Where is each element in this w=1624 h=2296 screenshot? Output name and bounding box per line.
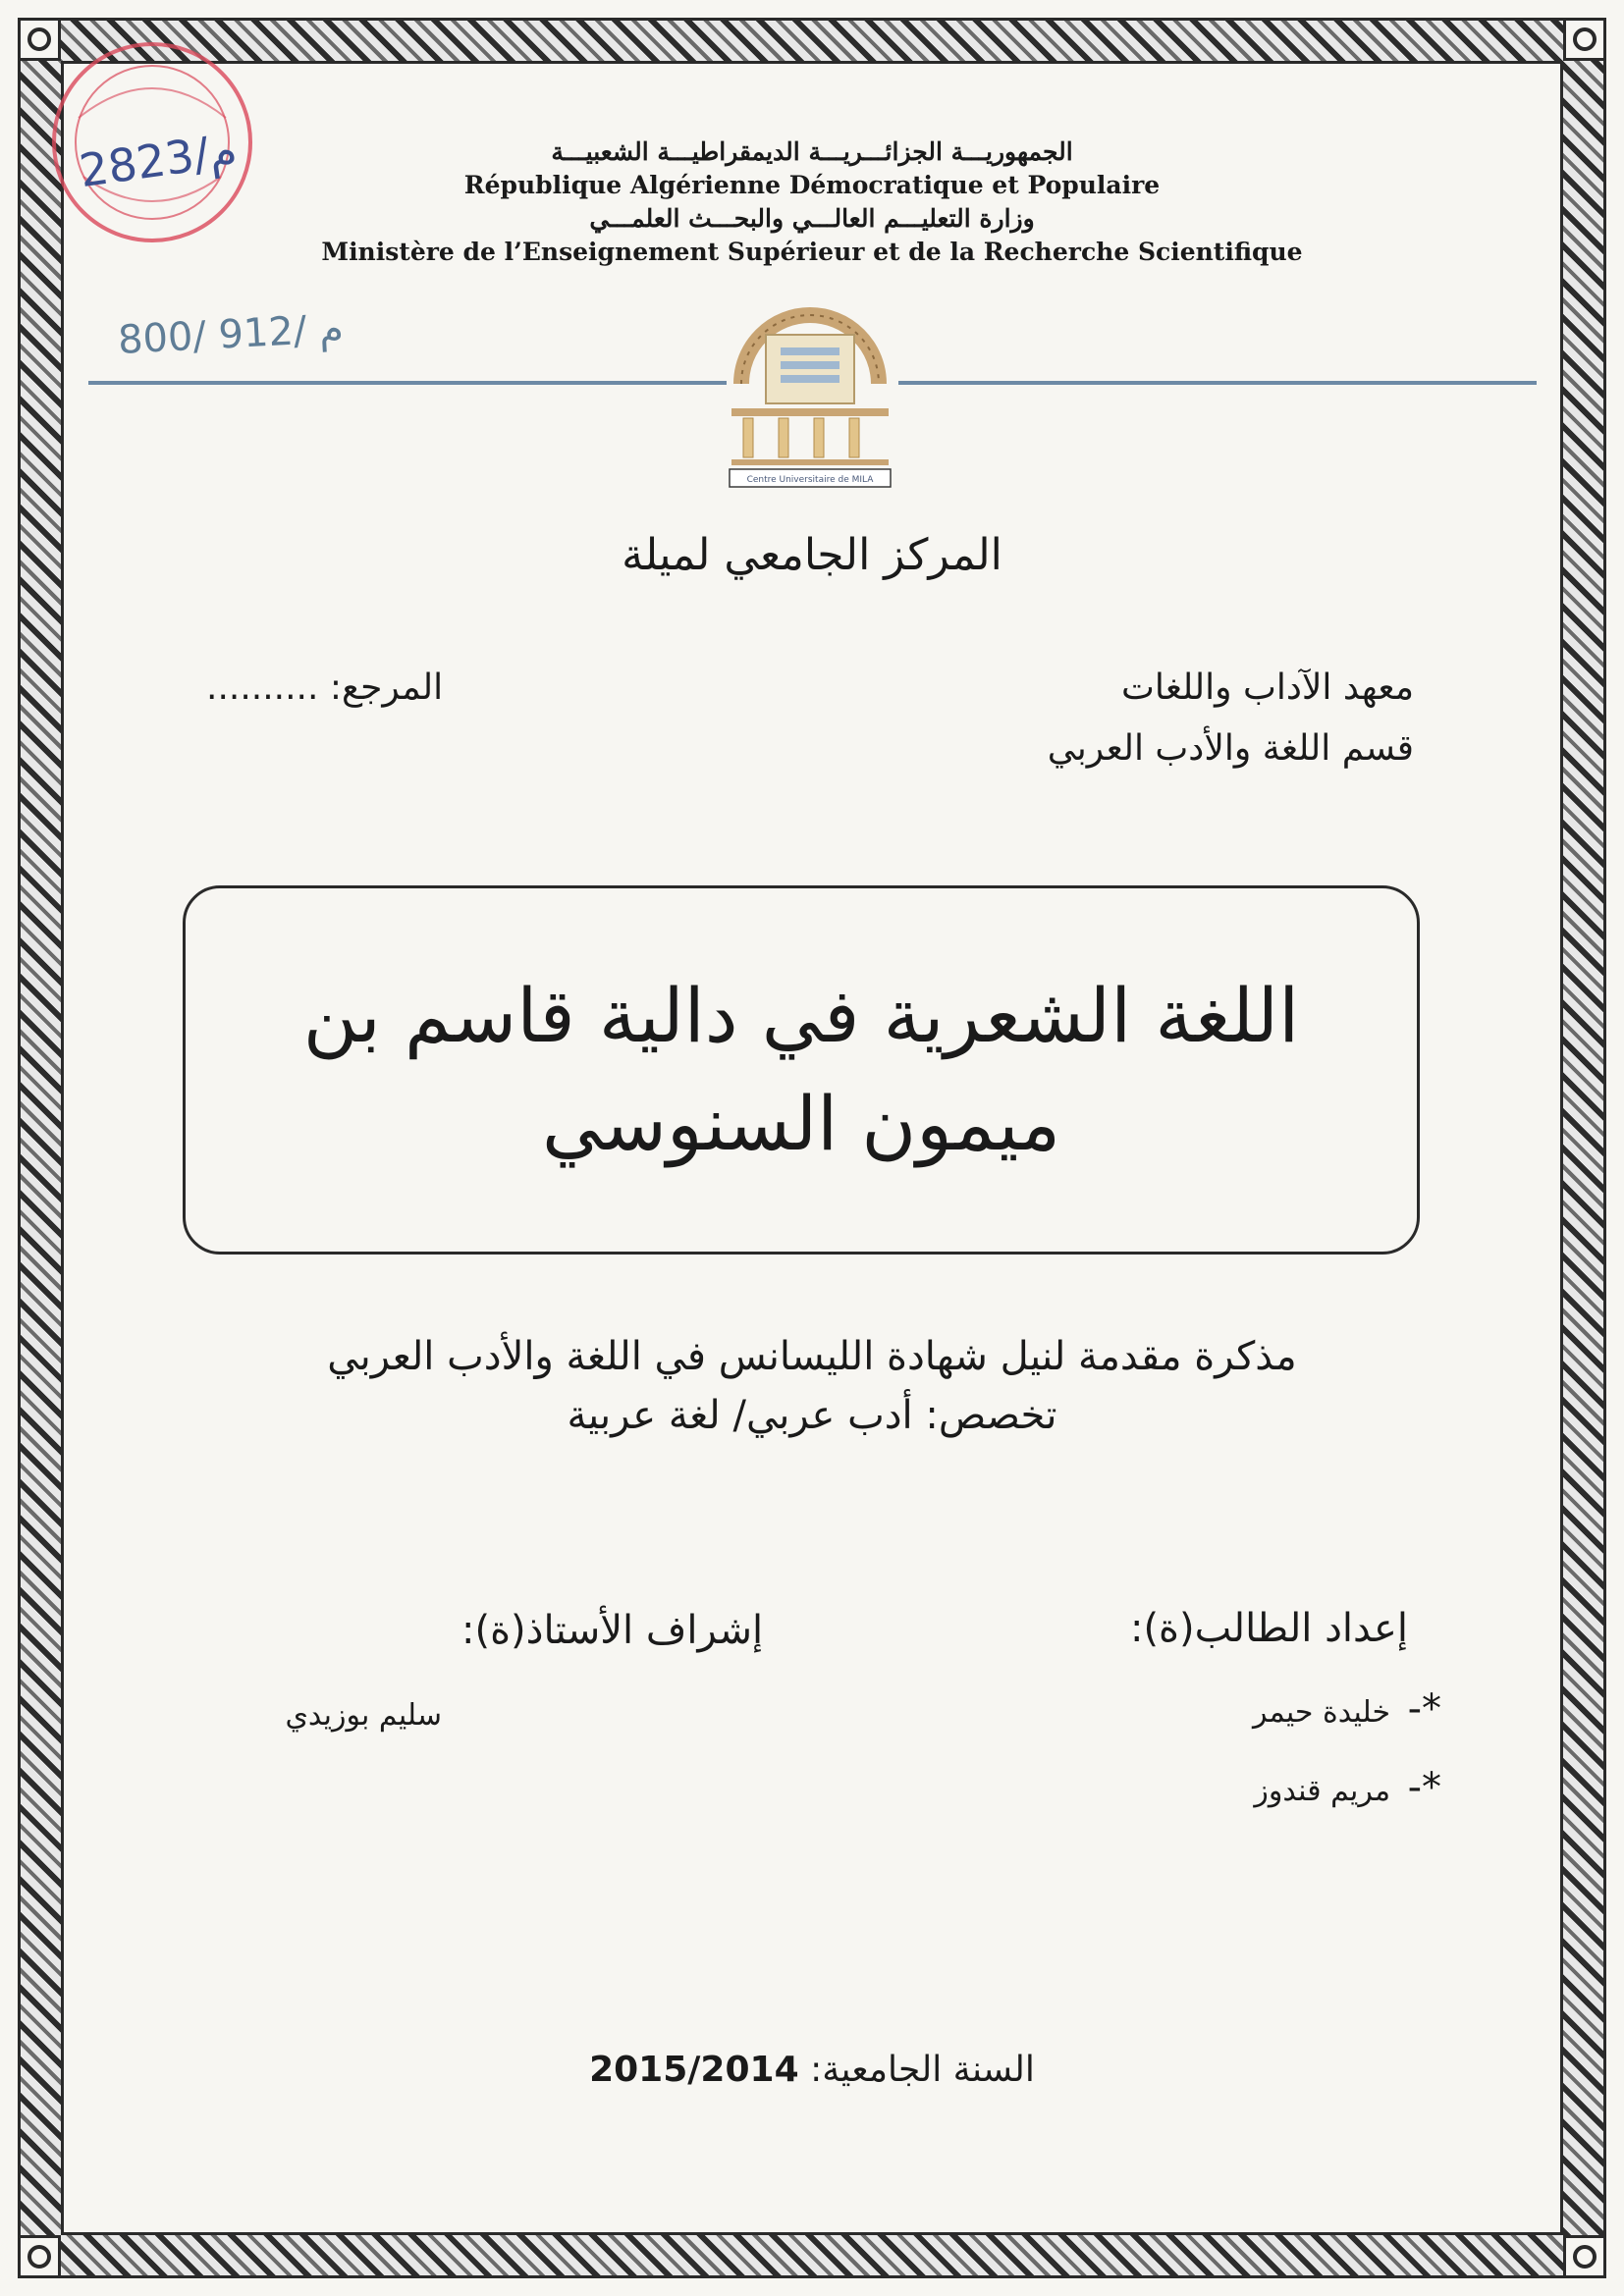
student-name: مريم قندوز (1254, 1774, 1391, 1808)
thesis-title-box (183, 885, 1420, 1255)
degree-line-1: مذكرة مقدمة لنيل شهادة الليسانس في اللغة والأدب العربي (327, 1334, 1297, 1379)
student-name: خليدة حيمر (1252, 1695, 1391, 1730)
institute-block (1048, 658, 1414, 779)
thesis-title-line-2: ميمون السنوسي (541, 1080, 1061, 1167)
corner-ornament-icon (1563, 2235, 1606, 2278)
ministry-arabic: وزارة التعليـــم العالـــي والبحـــث العلمـــي (589, 204, 1035, 233)
republic-french: République Algérienne Démocratique et Populaire (463, 171, 1161, 199)
reference-field: المرجع: .......... (206, 667, 444, 708)
thesis-title (281, 962, 1322, 1178)
handwritten-note: 800/ 912/ م (116, 306, 345, 363)
department-name: قسم اللغة والأدب العربي (1047, 728, 1414, 769)
student-marker: *- (1407, 1686, 1441, 1732)
university-logo-icon (722, 291, 898, 492)
official-header (0, 135, 1624, 269)
student-marker: *- (1407, 1765, 1441, 1810)
republic-arabic: الجمهوريـــة الجزائـــريـــة الديمقراطيـــة الشعبيـــة (551, 137, 1073, 166)
logo-caption: Centre Universitaire de MILA (746, 475, 874, 485)
corner-ornament-icon (18, 2235, 61, 2278)
corner-ornament-icon (1563, 18, 1606, 61)
university-center-name: المركز الجامعي لميلة (622, 530, 1002, 580)
supervisor-label: إشراف الأستاذ(ة): (461, 1608, 764, 1653)
ministry-french: Ministère de l’Enseignement Supérieur et de la Recherche Scientifique (321, 238, 1303, 266)
header-divider-right (898, 381, 1537, 385)
degree-statement (0, 1327, 1624, 1445)
student-item (1253, 1686, 1441, 1732)
students-label: إعداد الطالب(ة): (1129, 1606, 1408, 1651)
institute-name: معهد الآداب واللغات (1121, 667, 1414, 708)
stamp-number: 2823/م (76, 123, 241, 198)
academic-year (0, 2050, 1624, 2090)
supervisor-name: سليم بوزيدي (285, 1698, 442, 1733)
academic-year-label: السنة الجامعية: (810, 2050, 1035, 2090)
thesis-title-line-1: اللغة الشعرية في دالية قاسم بن (302, 972, 1300, 1059)
header-divider-left (88, 381, 727, 385)
student-item (1254, 1765, 1441, 1810)
degree-specialty: تخصص: أدب عربي/ لغة عربية (567, 1393, 1057, 1438)
academic-year-value: 2015/2014 (589, 2050, 799, 2090)
